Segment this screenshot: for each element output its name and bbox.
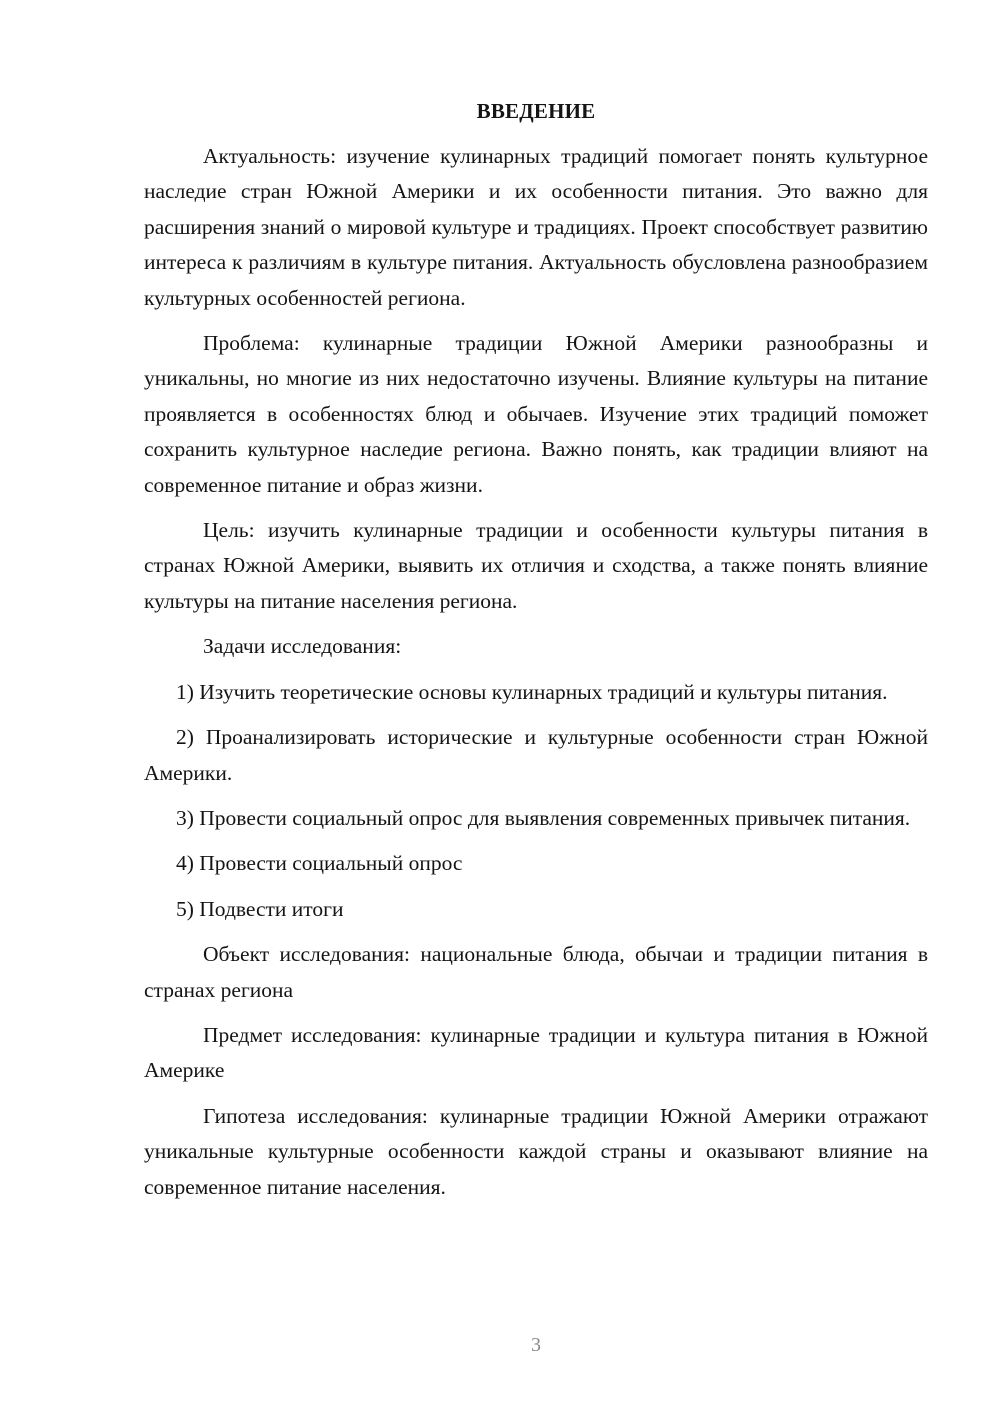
- task-item-1: 1) Изучить теоретические основы кулинарных традиций и культуры питания.: [176, 679, 888, 704]
- object-paragraph: Объект исследования: национальные блюда, обычаи и традиции питания в странах региона: [144, 942, 928, 1002]
- relevance-paragraph: Актуальность: изучение кулинарных традиций помогает понять культурное наследие стран Южной Америки и их особенности питания. Это важно для расширения знаний о мировой культуре и традициях. Проект способствует развитию интереса к различиям в культуре питания. Актуальность обусловлена разнообразием культурных особенностей региона.: [144, 144, 928, 310]
- task-item-2: 2) Проанализировать исторические и культурные особенности стран Южной Америки.: [144, 725, 928, 785]
- page-title: ВВЕДЕНИЕ: [476, 99, 596, 123]
- problem-paragraph: Проблема: кулинарные традиции Южной Америки разнообразны и уникальны, но многие из них недостаточно изучены. Влияние культуры на питание проявляется в особенностях блюд и обычаев. Изучение этих традиций поможет сохранить культурное наследие региона. Важно понять, как традиции влияют на современное питание и образ жизни.: [144, 331, 928, 497]
- page-number: 3: [531, 1334, 541, 1356]
- goal-paragraph: Цель: изучить кулинарные традиции и особенности культуры питания в странах Южной Америки, выявить их отличия и сходства, а также понять влияние культуры на питание населения региона.: [144, 518, 928, 613]
- tasks-heading: Задачи исследования:: [203, 634, 402, 659]
- task-item-5: 5) Подвести итоги: [176, 896, 344, 921]
- task-item-3: 3) Провести социальный опрос для выявления современных привычек питания.: [176, 805, 911, 830]
- task-item-4: 4) Провести социальный опрос: [176, 851, 463, 876]
- document-body: [144, 94, 928, 1215]
- hypothesis-paragraph: Гипотеза исследования: кулинарные традиции Южной Америки отражают уникальные культурные особенности каждой страны и оказывают влияние на современное питание населения.: [144, 1103, 928, 1199]
- subject-paragraph: Предмет исследования: кулинарные традиции и культура питания в Южной Америке: [144, 1022, 928, 1083]
